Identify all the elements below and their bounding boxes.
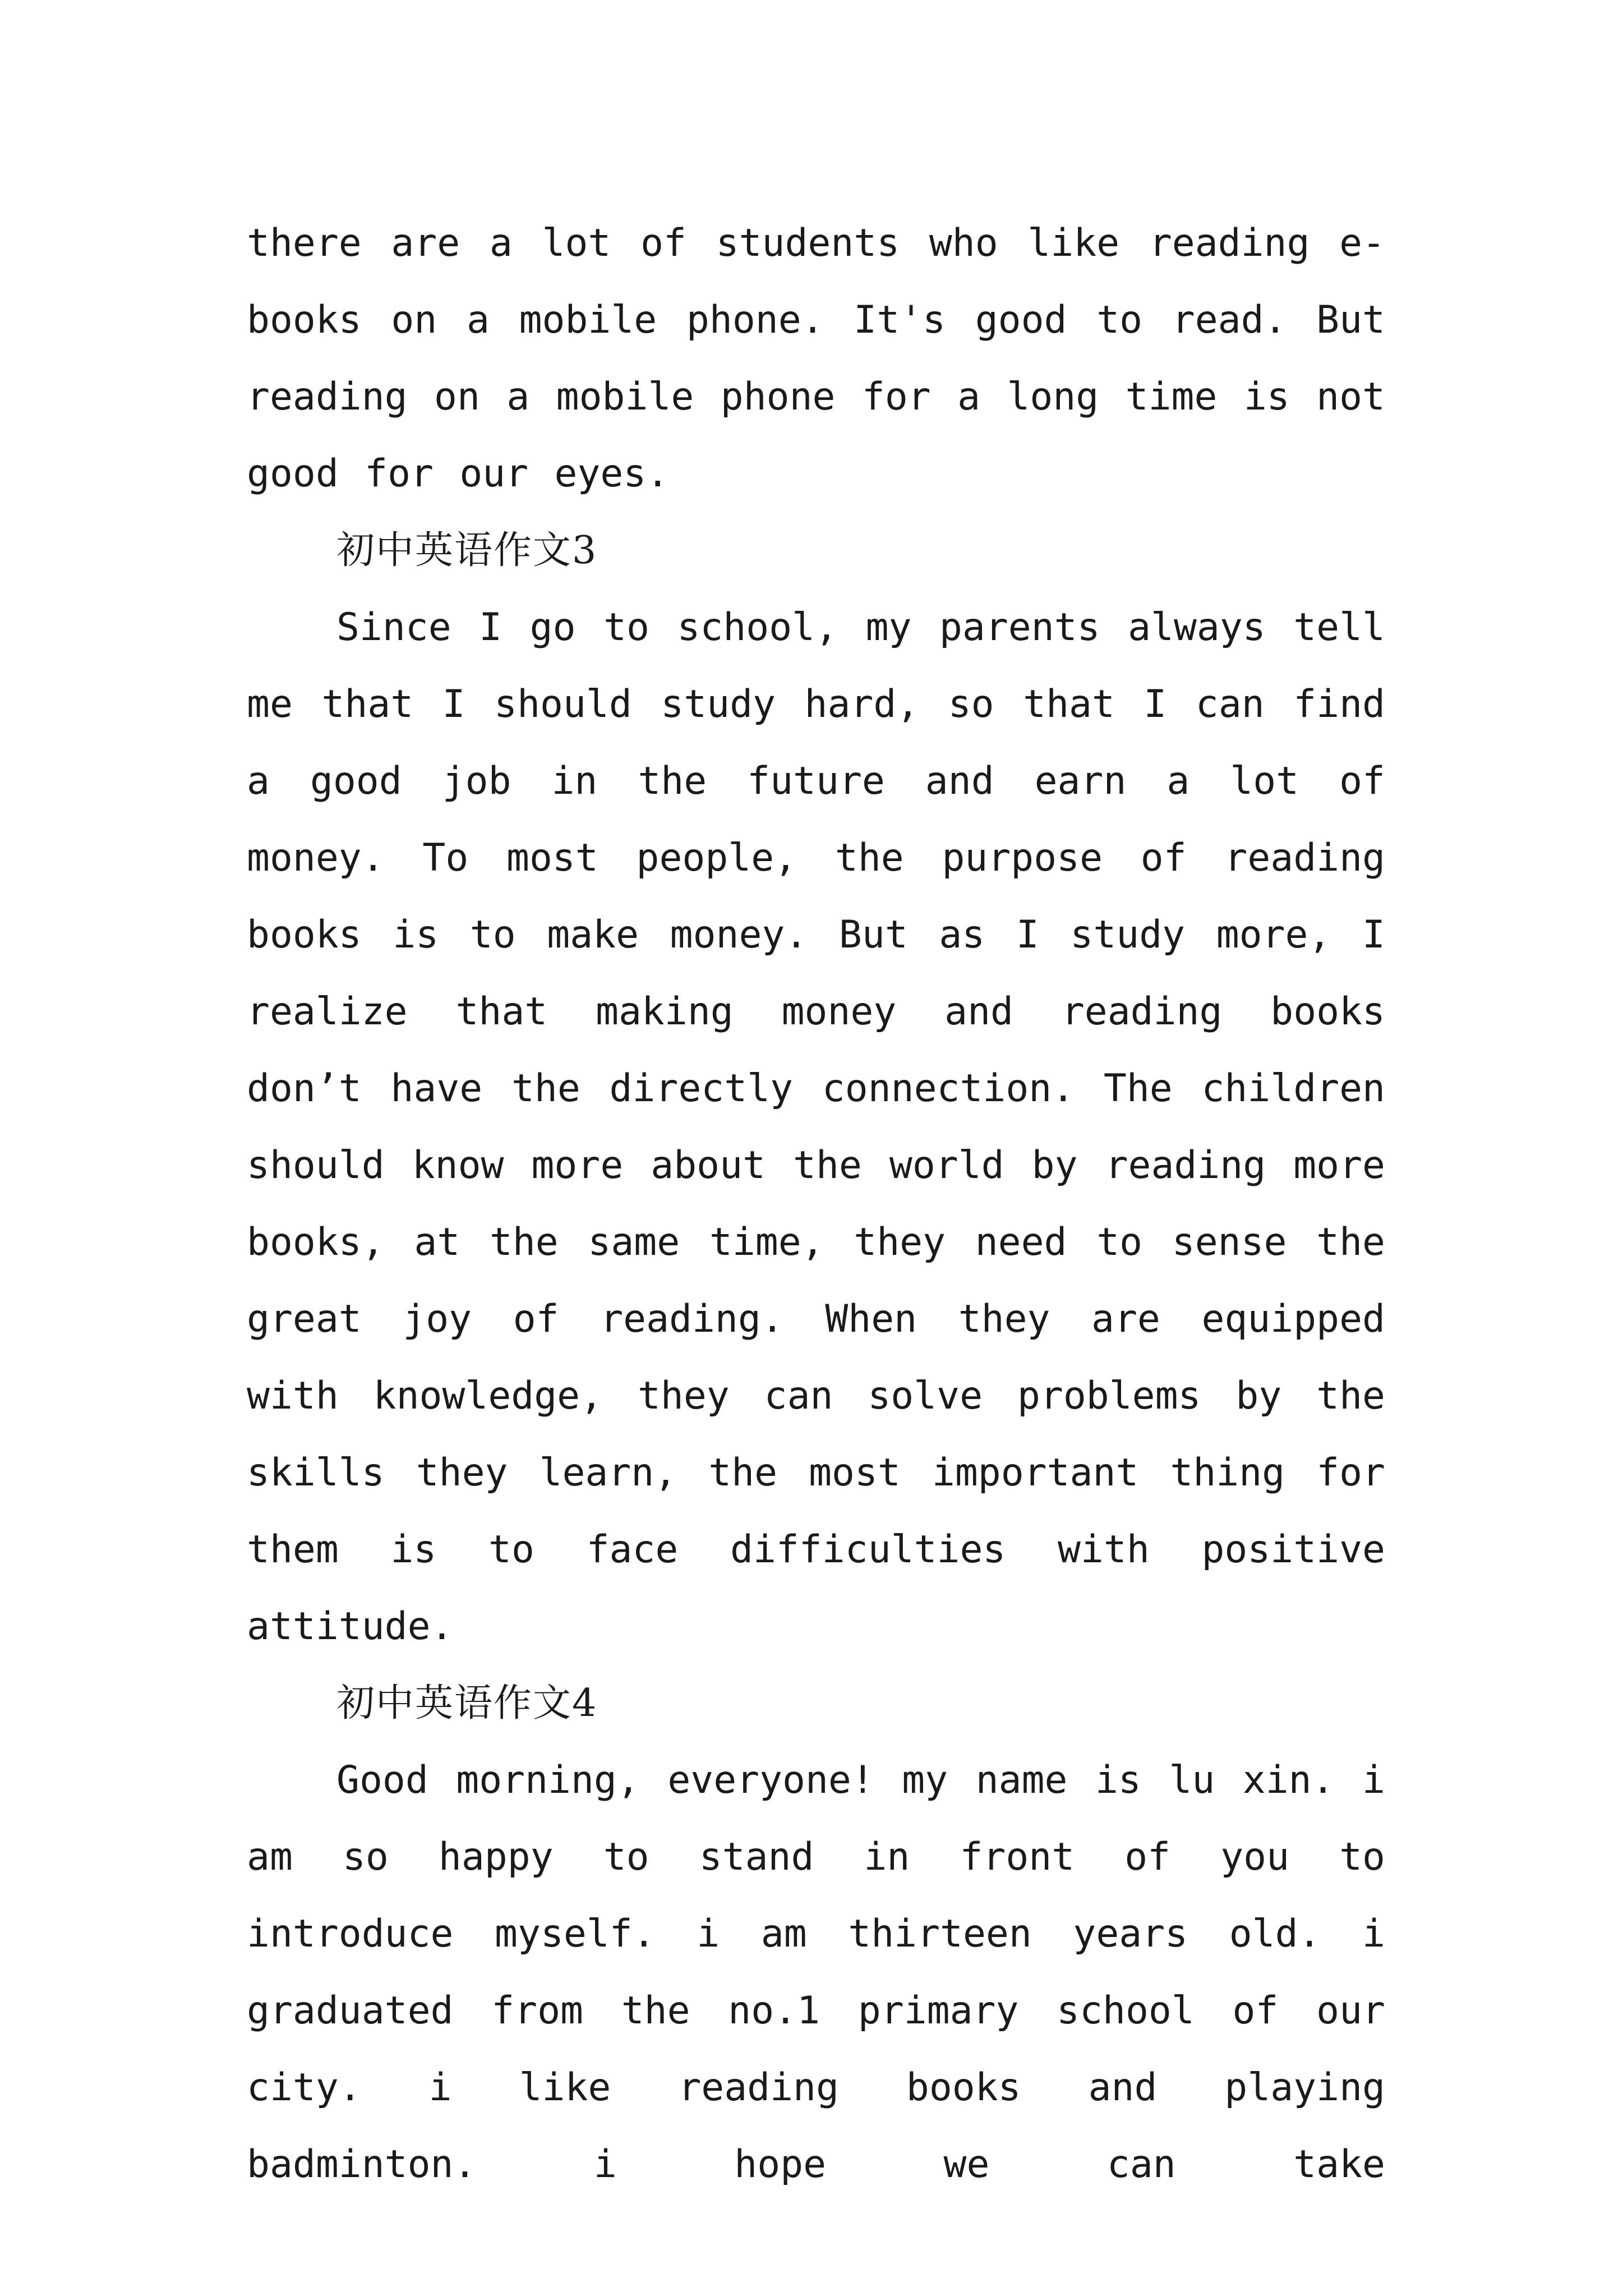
paragraph-essay-3: Since I go to school, my parents always tell me that I should study hard, so that I can find a good job in the future and earn a lot of money. To most people, the purpose of reading books is to make money. But as I study more, I realize that making money and reading books don’t have the directly connection. The children should know more about the world by reading more books, at the same time, they need to sense the great joy of reading. When they are equipped with knowledge, they can solve problems by the skills they learn, the most important thing for them is to face difficulties with positive attitude.: [247, 605, 1385, 1649]
document-body: [247, 205, 1385, 2203]
section-heading-essay-3: 初中英语作文3: [336, 528, 598, 573]
paragraph-essay-4: Good morning, everyone! my name is lu xin. i am so happy to stand in front of you to introduce myself. i am thirteen years old. i graduated from the no.1 primary school of our city. i like reading books and playing badminton. i hope we can take: [247, 1758, 1385, 2187]
paragraph-reading-ebooks: there are a lot of students who like reading e-books on a mobile phone. It's good to read. But reading on a mobile phone for a long time is not good for our eyes.: [247, 221, 1385, 496]
section-heading-essay-4: 初中英语作文4: [336, 1681, 598, 1726]
